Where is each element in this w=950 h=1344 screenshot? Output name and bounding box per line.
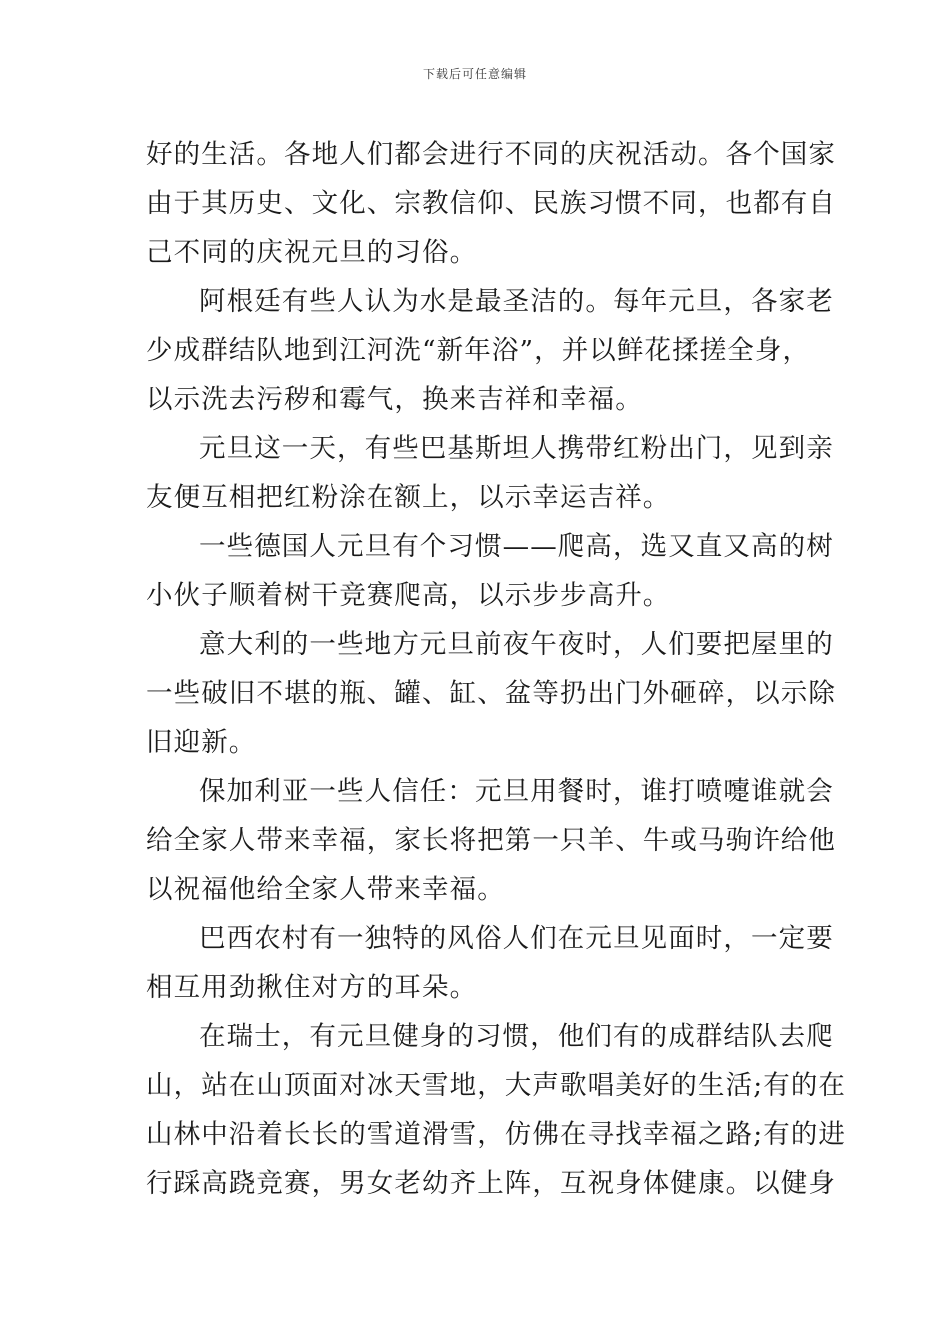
text-line: 以示洗去污秽和霉气，换来吉祥和幸福。 bbox=[146, 384, 643, 415]
paragraph-switzerland bbox=[146, 1012, 847, 1208]
text-line: 山林中沿着长长的雪道滑雪，仿佛在寻找幸福之路;有的进 bbox=[146, 1119, 847, 1150]
text-line: 意大利的一些地方元旦前夜午夜时，人们要把屋里的 bbox=[199, 629, 834, 660]
paragraph-brazil bbox=[146, 914, 834, 1012]
text-line: 保加利亚一些人信任：元旦用餐时，谁打喷嚏谁就会 bbox=[199, 776, 834, 807]
text-line: 一些破旧不堪的瓶、罐、缸、盆等扔出门外砸碎，以示除 bbox=[146, 678, 836, 709]
page-header-note: 下载后可任意编辑 bbox=[422, 67, 527, 81]
text-line: 巴西农村有一独特的风俗人们在元旦见面时，一定要 bbox=[199, 923, 834, 954]
text-line: 行踩高跷竞赛，男女老幼齐上阵，互祝身体健康。以健身 bbox=[146, 1168, 836, 1199]
document-body bbox=[146, 130, 847, 1208]
text-line: 一些德国人元旦有个习惯——爬高，选又直又高的树 bbox=[199, 531, 834, 562]
paragraph-bulgaria bbox=[146, 767, 836, 914]
text-line: 好的生活。各地人们都会进行不同的庆祝活动。各个国家 bbox=[146, 139, 836, 170]
text-line: 由于其历史、文化、宗教信仰、民族习惯不同，也都有自 bbox=[146, 188, 836, 219]
text-line: 在瑞士，有元旦健身的习惯，他们有的成群结队去爬 bbox=[199, 1021, 834, 1052]
text-line: 山，站在山顶面对冰天雪地，大声歌唱美好的生活;有的在 bbox=[146, 1070, 847, 1101]
text-line: 以祝福他给全家人带来幸福。 bbox=[146, 874, 505, 905]
paragraph-argentina bbox=[146, 277, 834, 424]
text-line: 少成群结队地到江河洗“新年浴”，并以鲜花揉搓全身， bbox=[146, 335, 811, 366]
text-line: 阿根廷有些人认为水是最圣洁的。每年元旦，各家老 bbox=[199, 286, 834, 317]
text-line: 己不同的庆祝元旦的习俗。 bbox=[146, 237, 478, 268]
paragraph-germany bbox=[146, 522, 834, 620]
text-line: 友便互相把红粉涂在额上，以示幸运吉祥。 bbox=[146, 482, 671, 513]
paragraph bbox=[146, 130, 836, 277]
paragraph-italy bbox=[146, 620, 836, 767]
text-line: 给全家人带来幸福，家长将把第一只羊、牛或马驹许给他 bbox=[146, 825, 836, 856]
text-line: 相互用劲揪住对方的耳朵。 bbox=[146, 972, 478, 1003]
text-line: 小伙子顺着树干竞赛爬高，以示步步高升。 bbox=[146, 580, 671, 611]
paragraph-pakistan bbox=[146, 424, 834, 522]
text-line: 旧迎新。 bbox=[146, 727, 257, 758]
text-line: 元旦这一天，有些巴基斯坦人携带红粉出门，见到亲 bbox=[199, 433, 834, 464]
